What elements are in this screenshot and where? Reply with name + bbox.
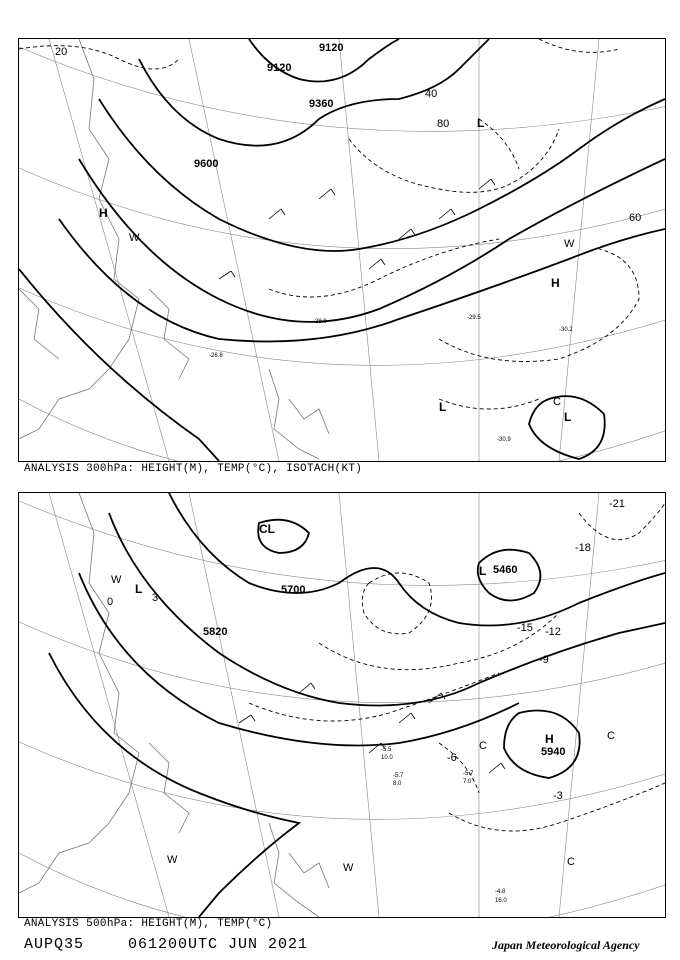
center-W-west: W <box>129 232 140 244</box>
station-temp-3: -5.5 <box>381 747 392 753</box>
temp-label-minus21: -21 <box>609 498 625 510</box>
isotach-label-60: 60 <box>629 212 642 224</box>
center-C-southeast: C <box>553 396 561 408</box>
temp-label-minus15: -15 <box>517 622 533 634</box>
station-dew-4: 7.0 <box>463 779 472 785</box>
temp-label-minus9: -9 <box>539 654 549 666</box>
temp-label-3: -26.8 <box>209 353 223 359</box>
height-label-5820: 5820 <box>203 626 228 638</box>
map-500hpa <box>19 493 665 917</box>
chart-300hpa <box>18 38 666 462</box>
center-W-south: W <box>167 854 178 866</box>
caption-500hpa: ANALYSIS 500hPa: HEIGHT(M), TEMP(°C) <box>24 918 273 930</box>
height-label-5460: 5460 <box>493 564 518 576</box>
height-label-9120: 9120 <box>267 62 292 74</box>
temp-label-2: -28.9 <box>313 319 327 325</box>
center-W-south-central: W <box>343 862 354 874</box>
temp-label-minus6: -6 <box>447 752 457 764</box>
height-label-9360: 9360 <box>309 98 334 110</box>
center-H-west: H <box>99 206 108 220</box>
temp-label-minus3: -3 <box>553 790 563 802</box>
temp-label-1: -30.9 <box>497 437 511 443</box>
station-temp-1: -4.8 <box>495 889 506 895</box>
center-L-southeast: L <box>564 410 572 424</box>
chart-500hpa <box>18 492 666 918</box>
center-H-east: H <box>551 276 560 290</box>
center-L-west: L <box>135 582 143 596</box>
center-L-east: L <box>479 564 487 578</box>
caption-300hpa: ANALYSIS 300hPa: HEIGHT(M), TEMP(°C), ISOTACH(KT) <box>24 463 363 475</box>
temp-label-minus12: -12 <box>545 626 561 638</box>
temp-contours <box>249 503 665 831</box>
height-label-9120-top: 9120 <box>319 42 344 54</box>
station-dew-2: 8.0 <box>393 781 402 787</box>
center-C-central: C <box>479 740 487 752</box>
station-temp-2: -5.7 <box>393 773 404 779</box>
height-contours <box>19 39 665 461</box>
height-label-9600: 9600 <box>194 158 219 170</box>
valid-time: 061200UTC JUN 2021 <box>128 936 309 953</box>
center-W-east: W <box>564 238 575 250</box>
temp-label-0: 0 <box>107 596 114 608</box>
temp-label-5: -30.2 <box>559 327 573 333</box>
isotach-label-80: 80 <box>437 118 450 130</box>
center-C-east: C <box>607 730 615 742</box>
coastline <box>19 39 329 459</box>
isotach-label-20: 20 <box>55 46 68 58</box>
center-C-southeast: C <box>567 856 575 868</box>
center-W-west: W <box>111 574 122 586</box>
isotachs <box>19 39 642 409</box>
station-temp-4: -5.7 <box>463 771 474 777</box>
map-300hpa <box>19 39 665 461</box>
temp-label-4: -29.5 <box>467 315 481 321</box>
temp-label-minus18: -18 <box>575 542 591 554</box>
height-label-5700: 5700 <box>281 584 306 596</box>
center-L-north: L <box>477 116 485 130</box>
temp-label-3: 3 <box>152 592 159 604</box>
center-L-south: L <box>439 400 447 414</box>
station-dew-3: 10.0 <box>381 755 393 761</box>
center-CL-north: CL <box>259 522 275 536</box>
product-code: AUPQ35 <box>24 936 85 953</box>
station-dew-1: 16.0 <box>495 898 507 904</box>
wind-barbs <box>239 683 505 773</box>
height-contours <box>49 493 665 917</box>
center-H-southeast: H <box>545 732 554 746</box>
agency-name: Japan Meteorological Agency <box>492 938 640 952</box>
graticule <box>19 493 665 917</box>
isotach-label-40: 40 <box>425 88 438 100</box>
height-label-5940: 5940 <box>541 746 566 758</box>
